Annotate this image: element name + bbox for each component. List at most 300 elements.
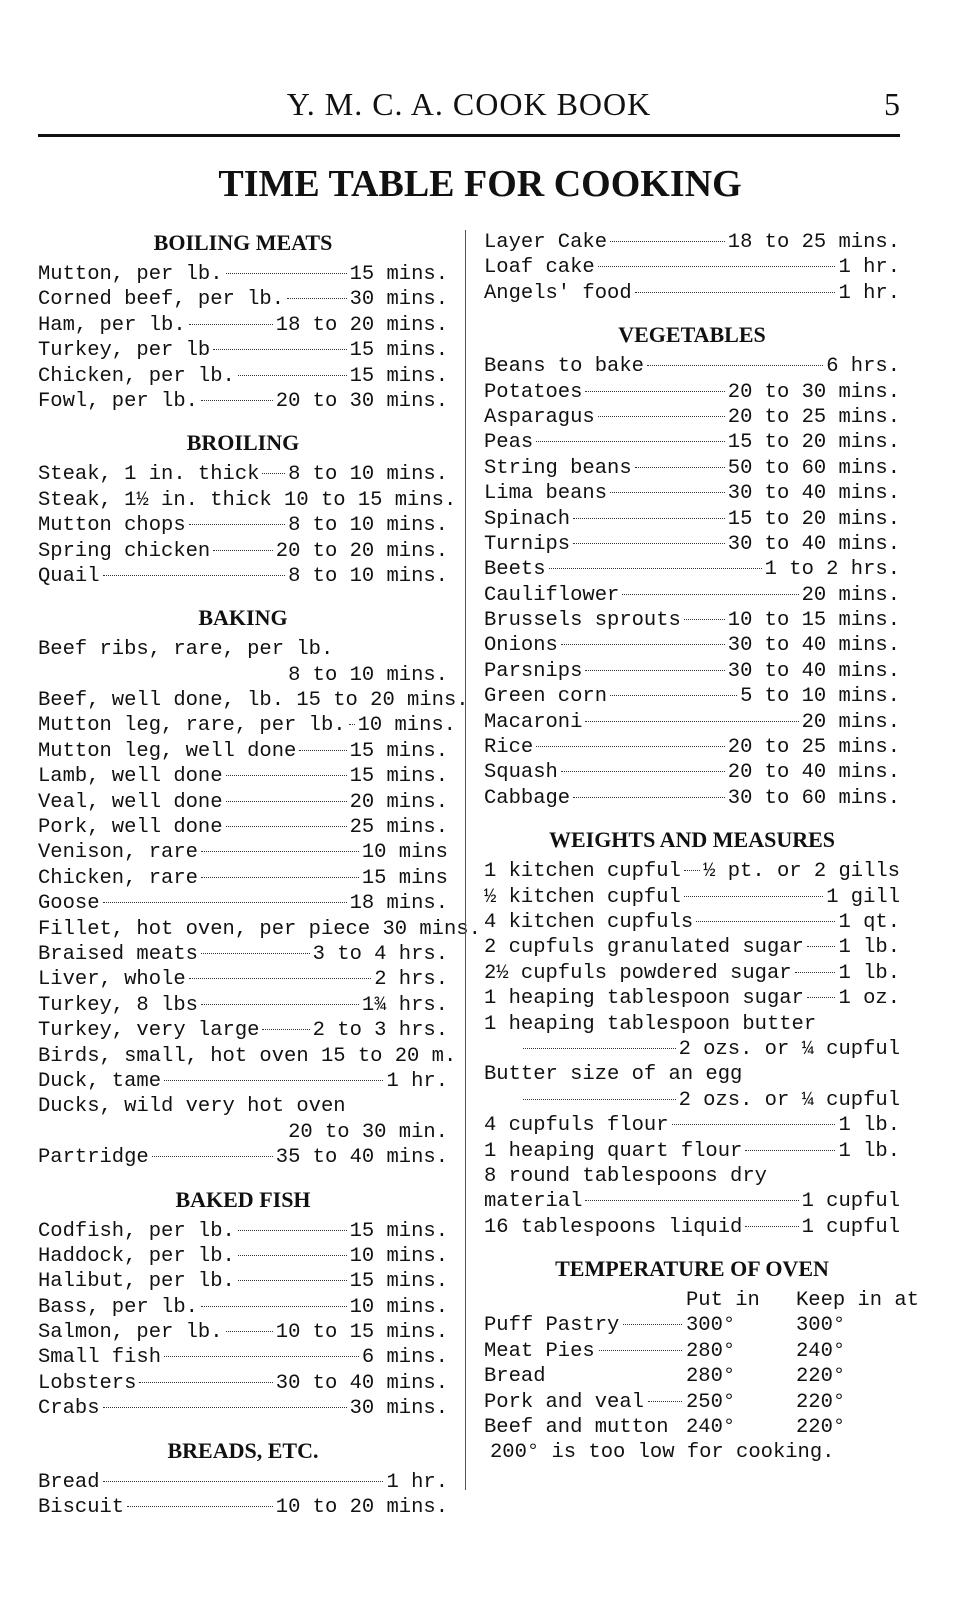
dot-leader	[622, 594, 798, 595]
put-in-temp: 300°	[686, 1314, 736, 1338]
table-row	[484, 255, 900, 280]
dot-leader	[103, 1407, 347, 1408]
table-section	[484, 827, 900, 1240]
row-time: 20 to 20 mins.	[275, 539, 448, 563]
row-time: 8 to 10 mins.	[288, 463, 448, 487]
dot-leader	[238, 1230, 347, 1231]
row-time: 6 hrs.	[826, 355, 900, 379]
put-in-temp: 240°	[686, 1416, 736, 1440]
section-heading: BREADS, ETC.	[167, 1437, 319, 1463]
oven-column-headers	[484, 1288, 920, 1313]
table-section	[38, 605, 481, 1170]
dot-leader	[238, 1280, 347, 1281]
row-time: 10 mins.	[357, 714, 456, 738]
row-item: Chicken, per lb.	[38, 364, 235, 388]
row-time: 20 mins.	[801, 710, 900, 734]
dot-leader	[262, 1029, 309, 1030]
dot-leader	[226, 1331, 273, 1332]
section-heading: BOILING MEATS	[153, 230, 333, 255]
row-item: 1 heaping quart flour	[484, 1139, 743, 1163]
row-item: Corned beef, per lb.	[38, 288, 285, 312]
row-item: Peas	[484, 431, 534, 455]
table-row: Beef, well done, lb. 15 to 20 mins.	[38, 689, 469, 713]
dot-leader	[201, 1004, 359, 1005]
oven-item	[484, 1364, 686, 1389]
table-row	[484, 910, 900, 935]
oven-temperature-table	[484, 1256, 920, 1466]
table-section	[38, 230, 448, 414]
row-item: Crabs	[38, 1397, 100, 1421]
row-time: 5 to 10 mins.	[740, 685, 900, 709]
row-item: Cauliflower	[484, 583, 620, 607]
row-time: 30 mins.	[349, 288, 448, 312]
table-row	[484, 380, 900, 405]
right-sections	[484, 322, 900, 1240]
dot-leader	[262, 473, 285, 474]
dot-leader	[226, 273, 347, 274]
right-column	[484, 230, 920, 1466]
dot-leader	[684, 896, 823, 897]
row-item: Loaf cake	[484, 256, 595, 280]
table-row	[484, 961, 900, 986]
dot-leader	[561, 771, 725, 772]
table-row: Ducks, wild very hot oven	[38, 1095, 346, 1119]
dot-leader	[189, 978, 372, 979]
row-item: Mutton chops	[38, 514, 186, 538]
keep-in-temp: 220°	[796, 1416, 846, 1440]
table-row	[38, 1219, 448, 1244]
dot-leader	[213, 550, 273, 551]
row-item: Brussels sprouts	[484, 609, 681, 633]
section-heading: WEIGHTS AND MEASURES	[548, 827, 836, 853]
table-row	[38, 539, 448, 564]
dot-leader	[573, 518, 725, 519]
row-time: 1 hr.	[838, 256, 900, 280]
table-section	[38, 1187, 448, 1422]
table-row	[484, 1037, 900, 1062]
oven-item	[484, 1313, 686, 1338]
row-item: Bread	[38, 1470, 100, 1494]
book-title: Y. M. C. A. COOK BOOK	[286, 86, 652, 122]
row-item: Pork, well done	[38, 816, 223, 840]
dot-leader	[536, 441, 725, 442]
dot-leader	[164, 1080, 383, 1081]
row-item: Veal, well done	[38, 790, 223, 814]
row-time: 30 to 40 mins.	[727, 659, 900, 683]
row-time: 30 to 60 mins.	[727, 786, 900, 810]
row-item: 1 heaping tablespoon sugar	[484, 987, 804, 1011]
row-time: 1 hr.	[386, 1069, 448, 1093]
table-row: 8 to 10 mins.	[288, 663, 448, 687]
row-time: 1 qt.	[838, 910, 900, 934]
row-item: String beans	[484, 456, 632, 480]
table-row	[38, 815, 448, 840]
table-section	[484, 322, 900, 811]
table-row	[38, 1145, 448, 1170]
row-time: 1 lb.	[838, 1114, 900, 1138]
table-row	[38, 1371, 448, 1396]
table-row: Birds, small, hot oven 15 to 20 m.	[38, 1044, 457, 1068]
row-item: Ham, per lb.	[38, 313, 186, 337]
table-row	[484, 735, 900, 760]
dot-leader	[536, 746, 725, 747]
dot-leader	[152, 1156, 273, 1157]
row-time: 30 to 40 mins.	[727, 634, 900, 658]
row-time: 30 to 40 mins.	[275, 1371, 448, 1395]
row-time: 20 to 25 mins.	[727, 405, 900, 429]
dot-leader	[201, 953, 310, 954]
table-row	[484, 710, 900, 735]
dot-leader	[598, 266, 836, 267]
row-item: 4 kitchen cupfuls	[484, 910, 694, 934]
row-item: Puff Pastry	[484, 1314, 620, 1338]
row-item: Goose	[38, 892, 100, 916]
row-time: 1¾ hrs.	[361, 993, 448, 1017]
row-time: 1 cupful	[801, 1215, 900, 1239]
dot-leader	[599, 1350, 682, 1351]
row-item: 2 cupfuls granulated sugar	[484, 936, 804, 960]
table-row	[484, 281, 900, 306]
dot-leader	[299, 750, 346, 751]
row-item: Mutton leg, well done	[38, 739, 297, 763]
table-row: 8 round tablespoons dry	[484, 1164, 767, 1188]
row-time: 35 to 40 mins.	[275, 1146, 448, 1170]
row-time: 50 to 60 mins.	[727, 456, 900, 480]
table-row	[38, 1345, 448, 1370]
row-time: 15 mins.	[349, 1270, 448, 1294]
dot-leader	[610, 695, 737, 696]
row-time: 2 ozs. or ¼ cupful	[678, 1088, 900, 1112]
row-item: ½ kitchen cupful	[484, 885, 681, 909]
table-row	[484, 456, 900, 481]
table-row	[38, 713, 456, 738]
row-item: Pork and veal	[484, 1390, 644, 1414]
table-row: Steak, 1½ in. thick 10 to 15 mins.	[38, 488, 457, 512]
table-row	[484, 659, 900, 684]
dot-leader	[523, 1048, 676, 1049]
table-row	[38, 338, 448, 363]
row-item: Quail	[38, 564, 100, 588]
oven-note: 200° is too low for cooking.	[490, 1441, 835, 1465]
section-heading: TEMPERATURE OF OVEN	[555, 1256, 829, 1282]
row-time: 6 mins.	[361, 1346, 448, 1370]
put-in-temp: 280°	[686, 1339, 736, 1363]
row-time: 15 mins.	[349, 1219, 448, 1243]
dot-leader	[226, 801, 347, 802]
dot-leader	[561, 644, 725, 645]
section-heading: BAKED FISH	[175, 1186, 311, 1212]
table-row	[484, 1339, 900, 1364]
table-row	[484, 1415, 900, 1440]
row-item: Bass, per lb.	[38, 1295, 198, 1319]
row-time: 18 mins.	[349, 892, 448, 916]
row-item: Layer Cake	[484, 231, 608, 254]
row-item: Codfish, per lb.	[38, 1219, 235, 1243]
row-time: 25 mins.	[349, 816, 448, 840]
table-row: 20 to 30 min.	[288, 1120, 448, 1144]
table-row	[484, 786, 900, 811]
dot-leader	[696, 921, 835, 922]
row-item: Cabbage	[484, 786, 571, 810]
table-row	[484, 684, 900, 709]
dot-leader	[745, 1150, 835, 1151]
table-section	[38, 1438, 448, 1521]
row-item: Braised meats	[38, 942, 198, 966]
table-row	[38, 1320, 448, 1345]
dot-leader	[807, 997, 836, 998]
cake-list	[484, 230, 900, 306]
dot-leader	[585, 721, 798, 722]
row-time: 20 to 30 mins.	[275, 389, 448, 413]
dot-leader	[610, 492, 725, 493]
row-time: 20 to 30 mins.	[727, 380, 900, 404]
table-row	[38, 866, 448, 891]
row-time: 20 mins.	[349, 790, 448, 814]
table-row	[38, 1069, 448, 1094]
oven-item	[484, 1415, 686, 1440]
table-row	[38, 313, 448, 338]
row-time: 18 to 25 mins.	[727, 231, 900, 254]
table-row	[38, 262, 448, 287]
row-time: 15 mins.	[349, 339, 448, 363]
table-row	[38, 1470, 448, 1495]
table-row	[38, 739, 448, 764]
row-item: Onions	[484, 634, 558, 658]
put-in-header: Put in	[686, 1289, 760, 1313]
dot-leader	[648, 1401, 682, 1402]
dot-leader	[635, 467, 725, 468]
row-item: 4 cupfuls flour	[484, 1114, 669, 1138]
table-row: 1 heaping tablespoon butter	[484, 1012, 817, 1036]
row-time: 20 to 40 mins.	[727, 761, 900, 785]
table-row	[38, 1018, 448, 1043]
table-row	[38, 790, 448, 815]
row-item: Potatoes	[484, 380, 583, 404]
dot-leader	[238, 1255, 347, 1256]
keep-in-temp: 220°	[796, 1365, 846, 1389]
row-item: Steak, 1 in. thick	[38, 463, 260, 487]
dot-leader	[549, 568, 762, 569]
row-time: 3 to 4 hrs.	[312, 942, 448, 966]
table-row	[38, 389, 448, 414]
row-time: 10 to 15 mins.	[727, 609, 900, 633]
row-time: 15 to 20 mins.	[727, 507, 900, 531]
table-row	[484, 1215, 900, 1240]
row-item: Angels' food	[484, 281, 632, 305]
row-item: Small fish	[38, 1346, 162, 1370]
row-item: Asparagus	[484, 405, 595, 429]
table-row	[484, 986, 900, 1011]
row-time: 15 mins.	[349, 765, 448, 789]
row-time: 1 hr.	[838, 281, 900, 305]
table-row	[38, 287, 448, 312]
table-row	[484, 481, 900, 506]
dot-leader	[287, 298, 347, 299]
table-row	[484, 405, 900, 430]
row-item: Meat Pies	[484, 1339, 595, 1363]
dot-leader	[585, 1200, 798, 1201]
row-time: 30 to 40 mins.	[727, 482, 900, 506]
row-time: 1 lb.	[838, 961, 900, 985]
table-row	[38, 840, 448, 865]
row-time: 30 to 40 mins.	[727, 532, 900, 556]
dot-leader	[573, 543, 725, 544]
table-row	[484, 1113, 900, 1138]
row-item: Rice	[484, 736, 534, 760]
row-item: Mutton, per lb.	[38, 263, 223, 286]
dot-leader	[201, 400, 273, 401]
row-item: Turnips	[484, 532, 571, 556]
page-title: TIME TABLE FOR COOKING	[218, 163, 742, 205]
row-time: 1 cupful	[801, 1190, 900, 1214]
dot-leader	[623, 1324, 682, 1325]
row-time: 30 mins.	[349, 1397, 448, 1421]
table-row	[484, 633, 900, 658]
dot-leader	[189, 324, 273, 325]
row-time: 1 to 2 hrs.	[764, 558, 900, 582]
table-row	[38, 1495, 448, 1520]
row-time: 10 mins.	[349, 1244, 448, 1268]
row-time: 1 oz.	[838, 987, 900, 1011]
row-time: 15 mins	[361, 866, 448, 890]
row-item: 2½ cupfuls powdered sugar	[484, 961, 792, 985]
row-time: ½ pt. or 2 gills	[703, 860, 900, 884]
row-item: Turkey, per lb	[38, 339, 211, 363]
row-item: Spinach	[484, 507, 571, 531]
table-row	[38, 942, 448, 967]
row-item: Lima beans	[484, 482, 608, 506]
keep-in-temp: 240°	[796, 1339, 846, 1363]
dot-leader	[745, 1226, 798, 1227]
row-time: 1 lb.	[838, 936, 900, 960]
table-row	[38, 462, 448, 487]
dot-leader	[807, 946, 836, 947]
row-item: Partridge	[38, 1146, 149, 1170]
row-time: 15 to 20 mins.	[727, 431, 900, 455]
row-time: 10 to 20 mins.	[275, 1496, 448, 1520]
row-item: Halibut, per lb.	[38, 1270, 235, 1294]
table-row	[38, 1269, 448, 1294]
dot-leader	[635, 292, 836, 293]
row-item: Fowl, per lb.	[38, 389, 198, 413]
table-row	[484, 507, 900, 532]
table-row	[484, 1364, 900, 1389]
row-item: Liver, whole	[38, 968, 186, 992]
row-time: 1 hr.	[386, 1470, 448, 1494]
dot-leader	[201, 1306, 347, 1307]
dot-leader	[201, 851, 359, 852]
dot-leader	[598, 416, 725, 417]
row-time: 1 lb.	[838, 1139, 900, 1163]
dot-leader	[201, 877, 359, 878]
put-in-temp: 280°	[686, 1365, 736, 1389]
table-row	[484, 859, 900, 884]
table-row	[484, 760, 900, 785]
table-row	[38, 967, 448, 992]
row-item: material	[484, 1190, 583, 1214]
section-heading: BROILING	[186, 430, 300, 456]
table-row	[484, 1390, 900, 1415]
row-time: 15 mins.	[349, 364, 448, 388]
oven-item	[484, 1390, 686, 1415]
dot-leader	[189, 524, 285, 525]
left-column	[38, 230, 481, 1520]
row-item: Beets	[484, 558, 546, 582]
row-item: Bread	[484, 1365, 546, 1389]
row-item: Biscuit	[38, 1496, 125, 1520]
row-item: Lamb, well done	[38, 765, 223, 789]
keep-in-temp: 300°	[796, 1314, 846, 1338]
dot-leader	[647, 365, 823, 366]
table-row	[38, 364, 448, 389]
dot-leader	[103, 902, 347, 903]
page-header	[38, 82, 900, 137]
table-row	[484, 608, 900, 633]
table-section	[38, 430, 457, 589]
row-item: Turkey, 8 lbs	[38, 993, 198, 1017]
dot-leader	[684, 870, 700, 871]
row-time: 10 to 15 mins.	[275, 1321, 448, 1345]
keep-in-temp: 220°	[796, 1390, 846, 1414]
dot-leader	[226, 826, 347, 827]
row-item: Beans to bake	[484, 355, 644, 379]
section-heading: VEGETABLES	[618, 322, 766, 348]
dot-leader	[585, 670, 724, 671]
page-number: 5	[884, 86, 900, 122]
row-item: 16 tablespoons liquid	[484, 1215, 743, 1239]
row-time: 15 mins.	[349, 739, 448, 763]
row-item: Duck, tame	[38, 1069, 162, 1093]
table-row	[484, 935, 900, 960]
table-row	[484, 1088, 900, 1113]
row-item: Beef and mutton	[484, 1416, 669, 1440]
row-item: Chicken, rare	[38, 866, 198, 890]
dot-leader	[127, 1506, 273, 1507]
dot-leader	[585, 391, 724, 392]
row-time: 2 to 3 hrs.	[312, 1019, 448, 1043]
oven-rows	[484, 1313, 900, 1440]
dot-leader	[610, 241, 725, 242]
table-row: Butter size of an egg	[484, 1063, 743, 1087]
table-row	[484, 1139, 900, 1164]
row-item: Squash	[484, 761, 558, 785]
oven-item	[484, 1339, 686, 1364]
table-row	[38, 764, 448, 789]
dot-leader	[226, 775, 347, 776]
row-time: 18 to 20 mins.	[275, 313, 448, 337]
dot-leader	[103, 1481, 384, 1482]
table-row	[484, 583, 900, 608]
row-time: 15 mins.	[349, 263, 448, 286]
row-item: Turkey, very large	[38, 1019, 260, 1043]
row-item: Salmon, per lb.	[38, 1321, 223, 1345]
row-time: 1 gill	[826, 885, 900, 909]
dot-leader	[349, 724, 355, 725]
row-item: Mutton leg, rare, per lb.	[38, 714, 346, 738]
row-time: 10 mins	[361, 841, 448, 865]
row-item: Spring chicken	[38, 539, 211, 563]
dot-leader	[164, 1356, 359, 1357]
table-row	[38, 993, 448, 1018]
table-row	[484, 230, 900, 255]
table-row	[38, 1295, 448, 1320]
row-time: 20 mins.	[801, 583, 900, 607]
table-row	[484, 430, 900, 455]
table-row	[484, 1189, 900, 1214]
row-item: Parsnips	[484, 659, 583, 683]
row-time: 8 to 10 mins.	[288, 564, 448, 588]
row-time: 2 ozs. or ¼ cupful	[678, 1037, 900, 1061]
